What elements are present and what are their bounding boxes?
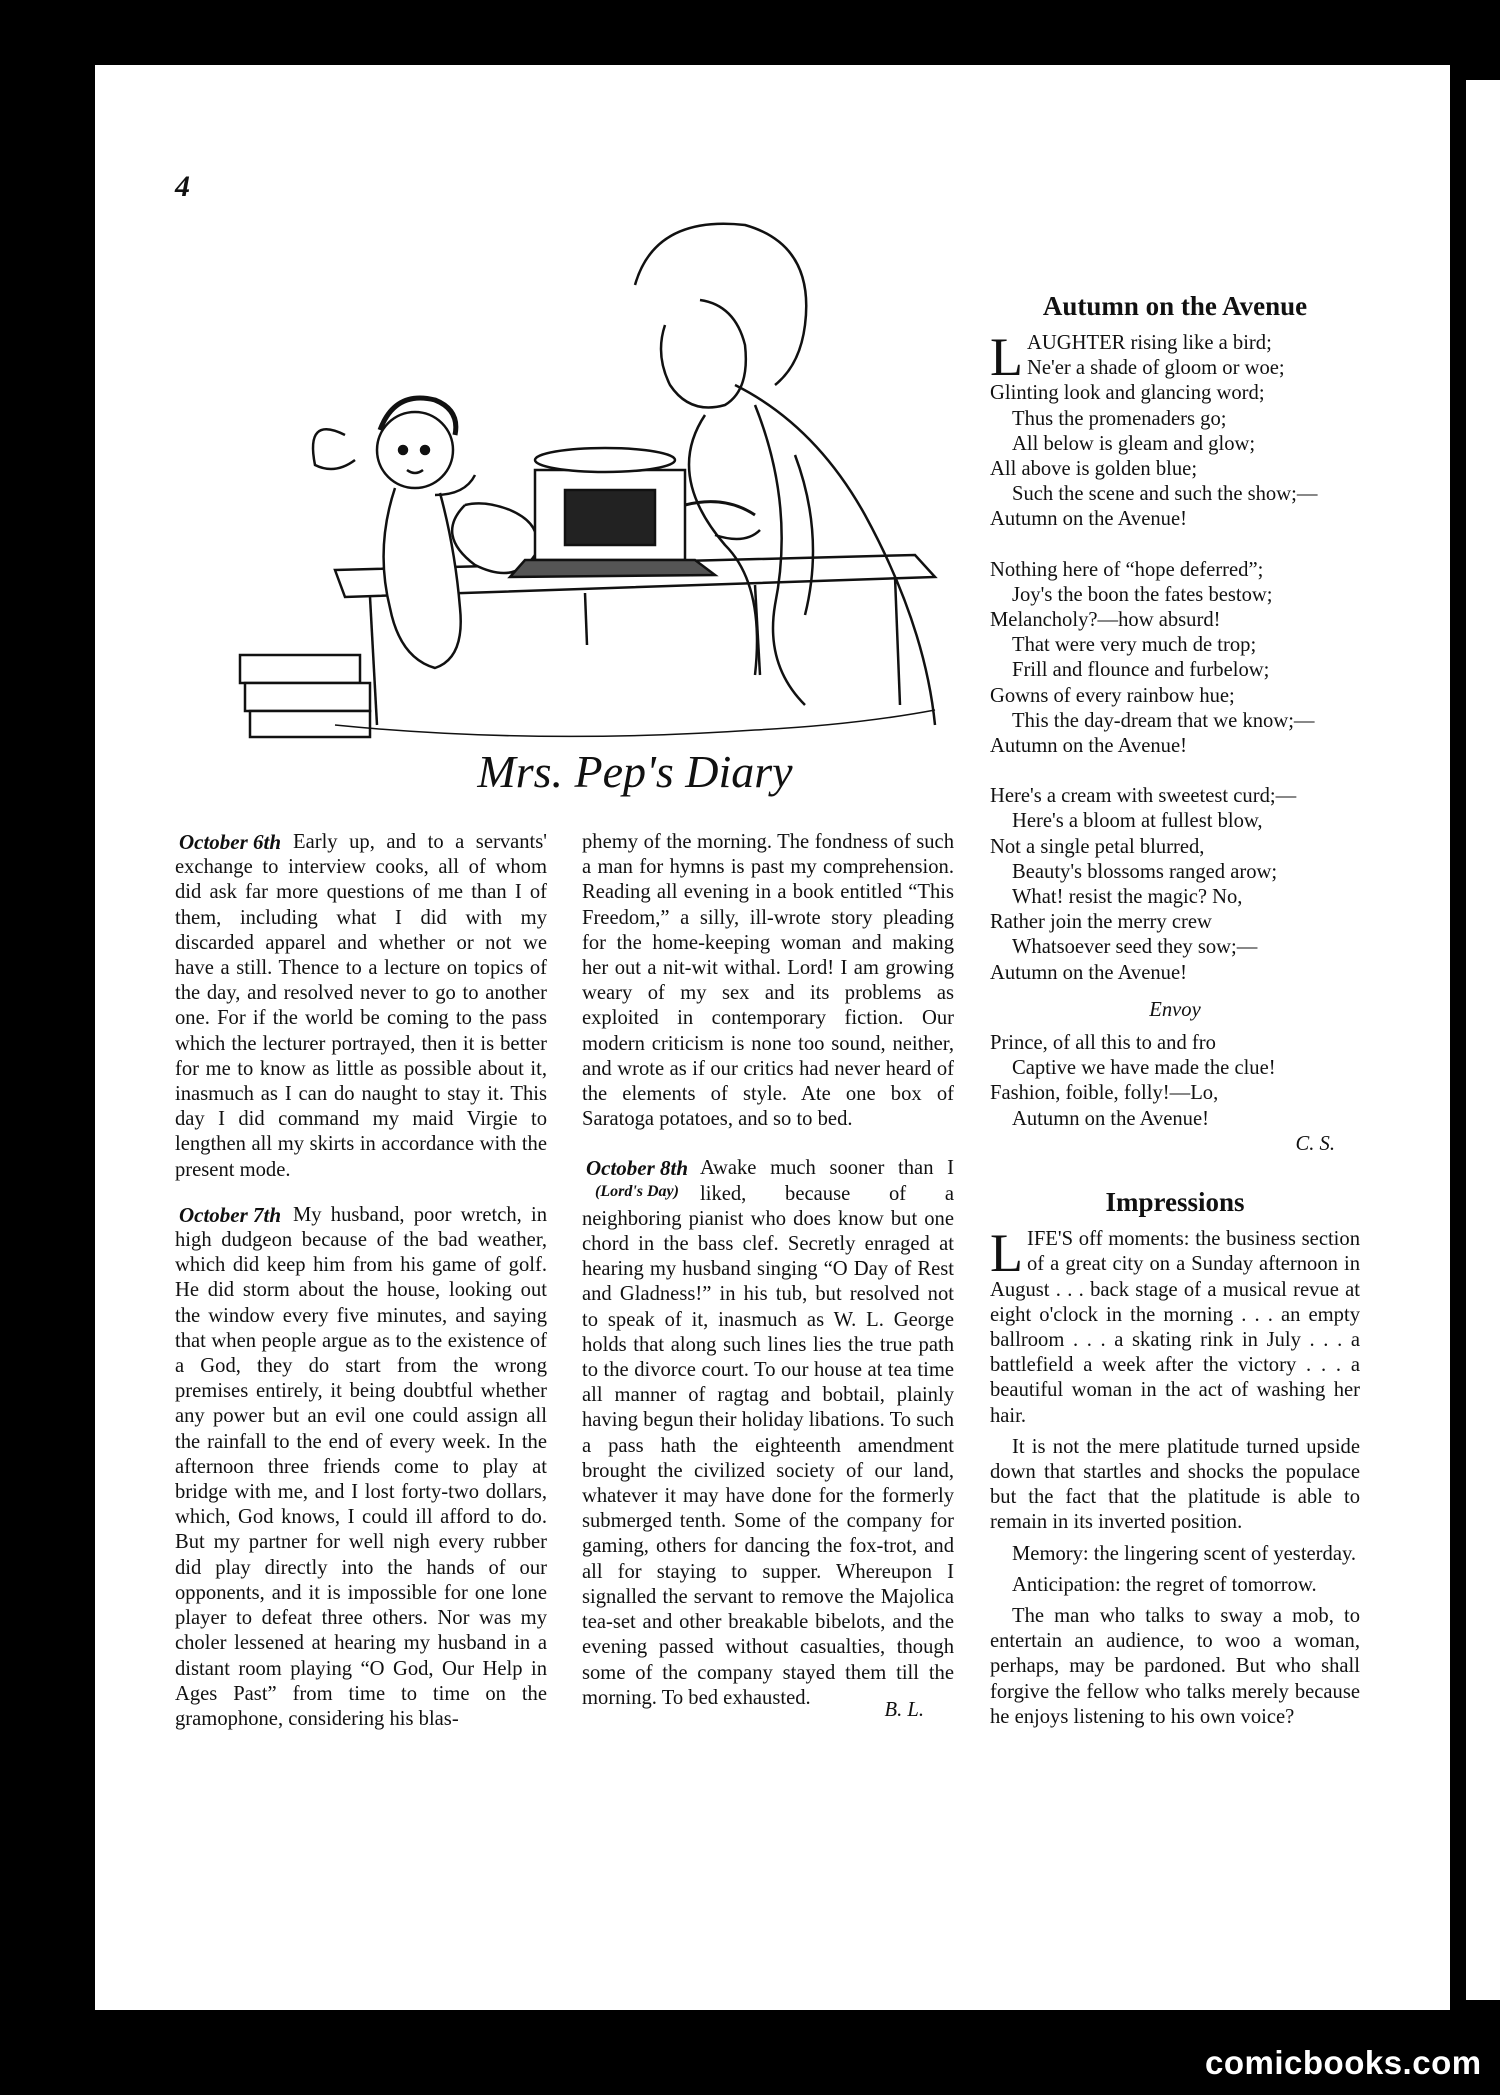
poem-line: Ne'er a shade of gloom or woe; — [1027, 357, 1285, 380]
diary-column-2 — [582, 830, 954, 1723]
entry-date-sub: (Lord's Day) — [595, 1183, 679, 1201]
svg-text:Mrs. Pep's Diary: Mrs. Pep's Diary — [477, 746, 793, 797]
entry-date — [582, 1156, 692, 1204]
impressions-paragraph: Memory: the lingering scent of yesterday. — [1012, 1542, 1357, 1565]
poem-signature: C. S. — [1295, 1132, 1335, 1155]
poem-line: All above is golden blue; — [990, 458, 1198, 481]
diary-entry-oct-8 — [582, 1156, 954, 1710]
drop-cap: L — [990, 1223, 1023, 1284]
diary-entry-oct-7 — [175, 1203, 547, 1732]
poem-title: Autumn on the Avenue — [1042, 291, 1308, 321]
diary-column-1 — [175, 830, 547, 1744]
poem-line: Here's a cream with sweetest curd;— — [990, 785, 1297, 808]
poem-line: Frill and flounce and furbelow; — [1012, 659, 1270, 682]
poem-line: Prince, of all this to and fro — [990, 1032, 1216, 1055]
poem-line: Rather join the merry crew — [990, 911, 1212, 934]
envoy-label: Envoy — [1149, 998, 1201, 1021]
entry-date: October 7th — [178, 1202, 282, 1227]
entry-text: My husband, poor wretch, in high dudgeon because of the bad weather, which did keep him from his game of golf. He did storm about the house, looking out the window every five minutes, and saying that when people argue as to the existence of a God, they do start from the wrong premises entirely, it being doubtful whether any power but an evil one could assign all the rainfall to the end of every week. In the afternoon three friends come to play at bridge with me, and I lost forty-two dollars, which, God knows, I could ill afford to do. But my partner for well nigh every rubber did play directly into the hands of our opponents, and it is impossible for one lone player to defeat three others. Nor was my choler lessened at hearing my husband in a distant room playing “O God, Our Help in Ages Past” from time to time on the gramophone, considering his blas- — [175, 1203, 547, 1730]
poem-line: All below is gleam and glow; — [1012, 432, 1256, 455]
poem-line: This the day-dream that we know;— — [1012, 709, 1315, 732]
impressions-title: Impressions — [1105, 1187, 1245, 1218]
poem-line: Melancholy?—how absurd! — [990, 609, 1221, 632]
poem-body — [990, 327, 1360, 1157]
poem-line: LAUGHTER rising like a bird; — [990, 327, 1272, 387]
poem-line: Autumn on the Avenue! — [1012, 1107, 1209, 1130]
poem-line: Thus the promenaders go; — [1012, 407, 1227, 430]
impressions-paragraph: Anticipation: the regret of tomorrow. — [1012, 1573, 1317, 1596]
impressions-section — [990, 1185, 1360, 1730]
entry-text: Early up, and to a servants' exchange to interview cooks, all of whom did ask far more questions of me than I of them, including what I did with my discarded apparel and whether or not we have a still. Thence to a lecture on topics of the day, and resolved never to go to another one. For if the world be coming to the pass which the lecturer portrayed, then it is better for me to know as little as possible about it, inasmuch as I can do naught to stay it. This day I did command my maid Virgie to lengthen all my skirts in accordance with the present mode. — [175, 831, 547, 1181]
magazine-page — [95, 65, 1450, 2010]
poem-line: Autumn on the Avenue! — [990, 735, 1187, 758]
impressions-paragraph: LIFE'S off moments: the business section of a great city on a Sunday afternoon in August . . . back stage of a musical revue at eight o'clock in the morning . . . an empty ballroom . . . a skating rink in July . . . a battlefield a week after the victory . . . a beautiful woman in the act of washing her hair. — [990, 1223, 1360, 1427]
next-page-edge — [1466, 80, 1500, 2000]
poem-line: Whatsoever seed they sow;— — [1012, 936, 1258, 959]
poem-line: Fashion, foible, folly!—Lo, — [990, 1082, 1219, 1105]
diary-title — [395, 735, 875, 813]
poem-line: Nothing here of “hope deferred”; — [990, 558, 1264, 581]
poem-line: Autumn on the Avenue! — [990, 508, 1187, 531]
typewriter-illustration — [195, 205, 1055, 745]
poem-line: Captive we have made the clue! — [1012, 1057, 1276, 1080]
poem-line: Gowns of every rainbow hue; — [990, 684, 1235, 707]
drop-cap: L — [990, 327, 1023, 387]
entry-continuation: phemy of the morning. The fondness of such a man for hymns is past my comprehension. Reading all evening in a book entitled “This Freedom,” a silly, ill-wrote story pleading for the home-keeping woman and making her out a nit-wit withal. Lord! I am growing weary of my sex and its problems as exploited in contemporary fiction. Our modern criticism is none too sound, neither, and wrote as if our critics had never heard of the elements of style. Ate one box of Saratoga potatoes, and so to bed. — [582, 831, 954, 1131]
poem-line: Here's a bloom at fullest blow, — [1012, 810, 1263, 833]
poem-line: Joy's the boon the fates bestow; — [1012, 583, 1273, 606]
poem-line: That were very much de trop; — [1012, 634, 1257, 657]
poem-line: What! resist the magic? No, — [1012, 886, 1243, 909]
impressions-paragraph: It is not the mere platitude turned upside down that startles and shocks the populace but the fact that the platitude is able to remain in its inverted position. — [990, 1435, 1360, 1534]
entry-date: October 6th — [178, 830, 282, 854]
poem-line: Not a single petal blurred, — [990, 835, 1205, 858]
poem-line: Such the scene and such the show;— — [1012, 483, 1318, 506]
impressions-paragraph: The man who talks to sway a mob, to entertain an audience, to woo a woman, perhaps, may be pardoned. But who shall forgive the fellow who talks merely because he enjoys listening to his own voice? — [990, 1604, 1360, 1728]
page-number: 4 — [175, 170, 190, 203]
entry-text: Awake much sooner than I liked, because of a neighboring pianist who does know but one chord in the bass clef. Secretly enraged at hearing my husband singing “O Day of Rest and Gladness!” in his tub, but resolved not to speak of it, inasmuch as W. L. George holds that along such lines lies the true path to the divorce court. To our house at tea time all manner of ragtag and bobtail, plainly having begun their holiday libations. To such a pass hath the eighteenth amendment brought the civilized society of our land, whatever it may have done for the formerly submerged tenth. Some of the company for gaming, others for dancing the fox-trot, and all for staying to supper. Whereupon I signalled the servant to remove the Majolica tea-set and other breakable bibelots, and the evening passed without casualties, though some of the company stayed them till the morning. To bed exhausted. — [582, 1157, 954, 1709]
poem-line: Beauty's blossoms ranged arow; — [1012, 860, 1278, 883]
diary-signature: B. L. — [884, 1698, 924, 1721]
entry-date-main: October 8th — [585, 1156, 689, 1181]
diary-entry-oct-6 — [175, 830, 547, 1183]
poem-line: Autumn on the Avenue! — [990, 961, 1187, 984]
right-column — [990, 289, 1360, 1736]
watermark: comicbooks.com — [1205, 2044, 1482, 2081]
poem-line: Glinting look and glancing word; — [990, 382, 1265, 405]
